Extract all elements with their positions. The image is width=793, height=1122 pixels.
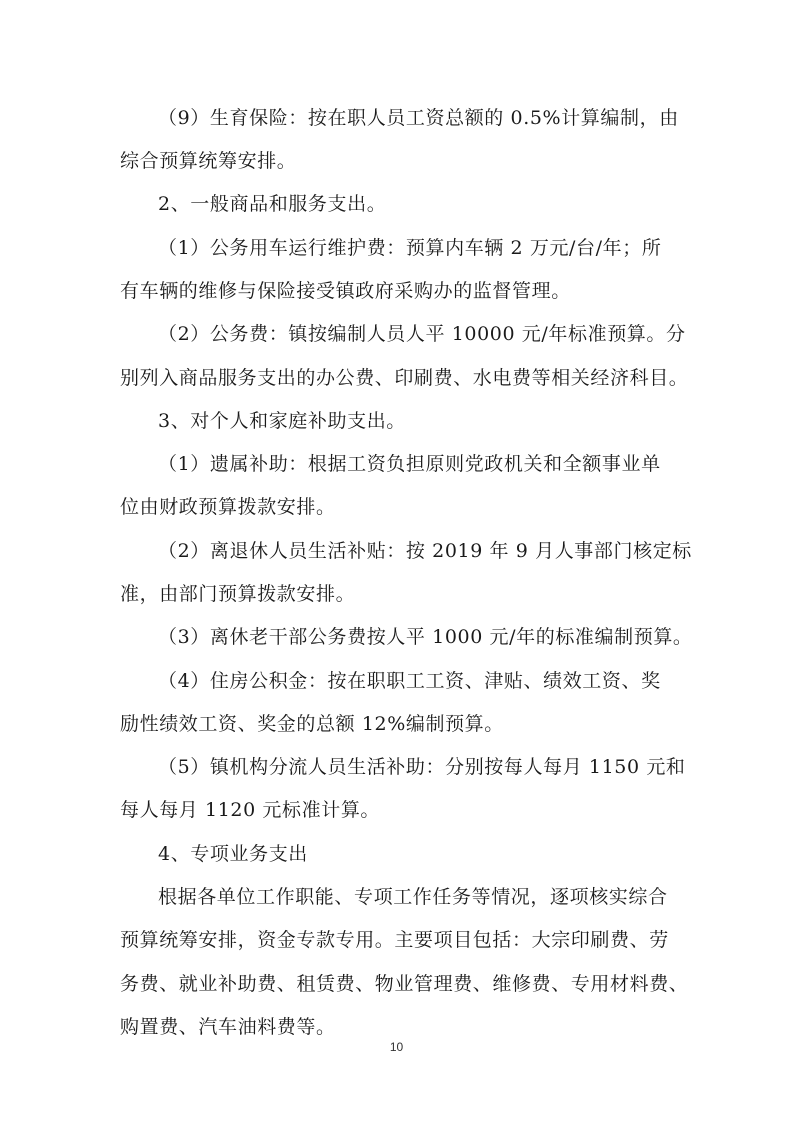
paragraph-line: （1）遗属补助：根据工资负担原则党政机关和全额事业单 (158, 453, 661, 475)
paragraph-line: 准，由部门预算拨款安排。 (120, 583, 356, 605)
section-heading: 2、一般商品和服务支出。 (158, 193, 387, 215)
paragraph-line: （4）住房公积金：按在职职工工资、津贴、绩效工资、奖 (158, 670, 661, 692)
paragraph-line: （2）公务费：镇按编制人员人平 10000 元/年标准预算。分 (158, 323, 686, 345)
paragraph-line: 购置费、汽车油料费等。 (120, 1016, 336, 1038)
paragraph-line: 励性绩效工资、奖金的总额 12%编制预算。 (120, 713, 504, 735)
page-number: 10 (389, 1040, 404, 1054)
paragraph-line: （1）公务用车运行维护费：预算内车辆 2 万元/台/年；所 (158, 237, 662, 259)
paragraph-line: 别列入商品服务支出的办公费、印刷费、水电费等相关经济科目。 (120, 367, 689, 389)
paragraph-line: （3）离休老干部公务费按人平 1000 元/年的标准编制预算。 (158, 626, 693, 648)
paragraph-line: 每人每月 1120 元标准计算。 (120, 799, 381, 821)
paragraph-line: 综合预算统筹安排。 (120, 150, 297, 172)
section-heading: 3、对个人和家庭补助支出。 (158, 410, 406, 432)
paragraph-line: 根据各单位工作职能、专项工作任务等情况，逐项核实综合 (158, 886, 668, 908)
paragraph-line: （5）镇机构分流人员生活补助：分别按每人每月 1150 元和 (158, 756, 686, 778)
paragraph-line: 务费、就业补助费、租赁费、物业管理费、维修费、专用材料费、 (120, 973, 689, 995)
paragraph-line: （9）生育保险：按在职人员工资总额的 0.5%计算编制，由 (158, 107, 679, 129)
section-heading: 4、专项业务支出 (158, 843, 308, 865)
paragraph-line: （2）离退休人员生活补贴：按 2019 年 9 月人事部门核定标 (158, 540, 692, 562)
paragraph-line: 预算统筹安排，资金专款专用。主要项目包括：大宗印刷费、劳 (120, 929, 669, 951)
paragraph-line: 位由财政预算拨款安排。 (120, 496, 336, 518)
paragraph-line: 有车辆的维修与保险接受镇政府采购办的监督管理。 (120, 280, 571, 302)
